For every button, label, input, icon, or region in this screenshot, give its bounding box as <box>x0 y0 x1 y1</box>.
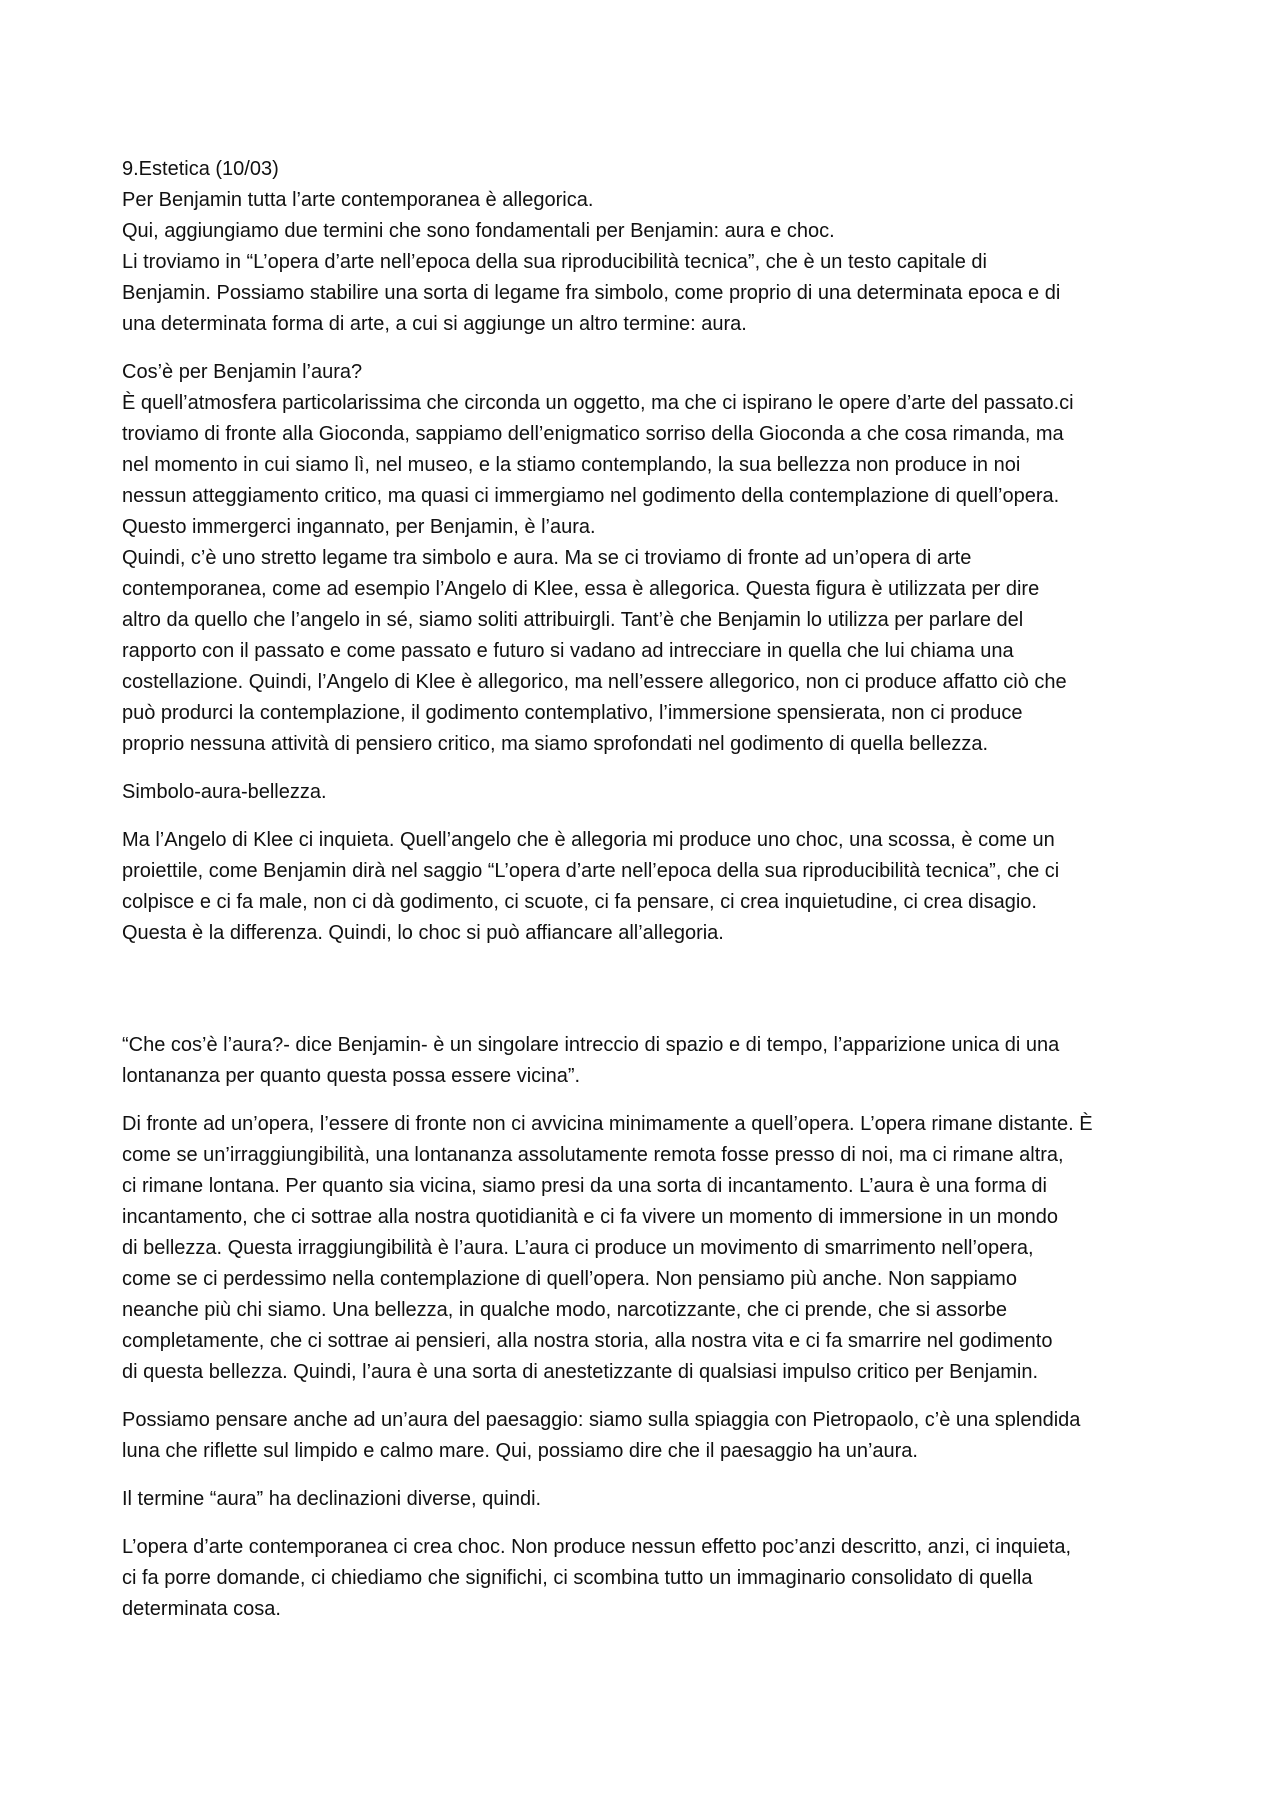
text-line: “Che cos’è l’aura?- dice Benjamin- è un singolare intreccio di spazio e di tempo, l’apparizione unica di una <box>122 1034 1060 1056</box>
text-line: proiettile, come Benjamin dirà nel saggio “L’opera d’arte nell’epoca della sua riproducibilità tecnica”, che ci <box>122 860 1060 882</box>
text-line: troviamo di fronte alla Gioconda, sappiamo dell’enigmatico sorriso della Gioconda a che cosa rimanda, ma <box>122 423 1064 445</box>
text-line: Il termine “aura” ha declinazioni diverse, quindi. <box>122 1488 542 1510</box>
paragraph <box>122 1109 1172 1388</box>
text-line: ci rimane lontana. Per quanto sia vicina, siamo presi da una sorta di incantamento. L’aura è una forma di <box>122 1175 1047 1197</box>
paragraph <box>122 357 1172 760</box>
text-line: Ma l’Angelo di Klee ci inquieta. Quell’angelo che è allegoria mi produce uno choc, una scossa, è come un <box>122 829 1055 851</box>
text-line: una determinata forma di arte, a cui si aggiunge un altro termine: aura. <box>122 313 747 335</box>
text-line: incantamento, che ci sottrae alla nostra quotidianità e ci fa vivere un momento di immersione in un mondo <box>122 1206 1059 1228</box>
text-line: determinata cosa. <box>122 1598 281 1620</box>
text-line: completamente, che ci sottrae ai pensieri, alla nostra storia, alla nostra vita e ci fa smarrire nel godimento <box>122 1330 1053 1352</box>
paragraph <box>122 1484 1172 1515</box>
text-line: Qui, aggiungiamo due termini che sono fondamentali per Benjamin: aura e choc. <box>122 220 835 242</box>
paragraph <box>122 1532 1172 1625</box>
text-line: Quindi, c’è uno stretto legame tra simbolo e aura. Ma se ci troviamo di fronte ad un’opera di arte <box>122 547 972 569</box>
text-line: Benjamin. Possiamo stabilire una sorta di legame fra simbolo, come proprio di una determinata epoca e di <box>122 282 1061 304</box>
text-line: 9.Estetica (10/03) <box>122 158 279 180</box>
text-line: contemporanea, come ad esempio l’Angelo di Klee, essa è allegorica. Questa figura è utilizzata per dire <box>122 578 1040 600</box>
text-line: proprio nessuna attività di pensiero critico, ma siamo sprofondati nel godimento di quella bellezza. <box>122 733 989 755</box>
paragraph <box>122 154 1172 340</box>
text-line: nessun atteggiamento critico, ma quasi ci immergiamo nel godimento della contemplazione di quell’opera. <box>122 485 1060 507</box>
text-line: L’opera d’arte contemporanea ci crea choc. Non produce nessun effetto poc’anzi descritto, anzi, ci inquieta, <box>122 1536 1072 1558</box>
document-body <box>122 154 1172 1642</box>
text-line: di questa bellezza. Quindi, l’aura è una sorta di anestetizzante di qualsiasi impulso critico per Benjamin. <box>122 1361 1039 1383</box>
text-line: Per Benjamin tutta l’arte contemporanea è allegorica. <box>122 189 594 211</box>
text-line: Di fronte ad un’opera, l’essere di fronte non ci avvicina minimamente a quell’opera. L’opera rimane distante. È <box>122 1113 1093 1135</box>
text-line: altro da quello che l’angelo in sé, siamo soliti attribuirgli. Tant’è che Benjamin lo utilizza per parlare del <box>122 609 1024 631</box>
text-line: Possiamo pensare anche ad un’aura del paesaggio: siamo sulla spiaggia con Pietropaolo, c’è una splendida <box>122 1409 1081 1431</box>
paragraph <box>122 1405 1172 1467</box>
paragraph <box>122 825 1172 949</box>
text-line: come se un’irraggiungibilità, una lontananza assolutamente remota fosse presso di noi, ma ci rimane altra, <box>122 1144 1064 1166</box>
text-line: di bellezza. Questa irraggiungibilità è l’aura. L’aura ci produce un movimento di smarrimento nell’opera, <box>122 1237 1034 1259</box>
text-line: colpisce e ci fa male, non ci dà godimento, ci scuote, ci fa pensare, ci crea inquietudine, ci crea disagio. <box>122 891 1037 913</box>
text-line: costellazione. Quindi, l’Angelo di Klee è allegorico, ma nell’essere allegorico, non ci produce affatto ciò che <box>122 671 1067 693</box>
text-line: luna che riflette sul limpido e calmo mare. Qui, possiamo dire che il paesaggio ha un’aura. <box>122 1440 918 1462</box>
text-line: rapporto con il passato e come passato e futuro si vadano ad intrecciare in quella che lui chiama una <box>122 640 1014 662</box>
text-line: può produrci la contemplazione, il godimento contemplativo, l’immersione spensierata, non ci produce <box>122 702 1023 724</box>
text-line: lontananza per quanto questa possa essere vicina”. <box>122 1065 581 1087</box>
text-line: Questo immergerci ingannato, per Benjamin, è l’aura. <box>122 516 596 538</box>
text-line: Li troviamo in “L’opera d’arte nell’epoca della sua riproducibilità tecnica”, che è un testo capitale di <box>122 251 987 273</box>
text-line: Cos’è per Benjamin l’aura? <box>122 361 363 383</box>
paragraph <box>122 1030 1172 1092</box>
paragraph-spacer <box>122 966 1172 1030</box>
text-line: come se ci perdessimo nella contemplazione di quell’opera. Non pensiamo più anche. Non sappiamo <box>122 1268 1017 1290</box>
text-line: ci fa porre domande, ci chiediamo che significhi, ci scombina tutto un immaginario consolidato di quella <box>122 1567 1033 1589</box>
text-line: neanche più chi siamo. Una bellezza, in qualche modo, narcotizzante, che ci prende, che si assorbe <box>122 1299 1007 1321</box>
text-line: nel momento in cui siamo lì, nel museo, e la stiamo contemplando, la sua bellezza non produce in noi <box>122 454 1021 476</box>
paragraph <box>122 777 1172 808</box>
text-line: Questa è la differenza. Quindi, lo choc si può affiancare all’allegoria. <box>122 922 724 944</box>
text-line: Simbolo-aura-bellezza. <box>122 781 327 803</box>
text-line: È quell’atmosfera particolarissima che circonda un oggetto, ma che ci ispirano le opere d’arte del passato.ci <box>122 392 1074 414</box>
